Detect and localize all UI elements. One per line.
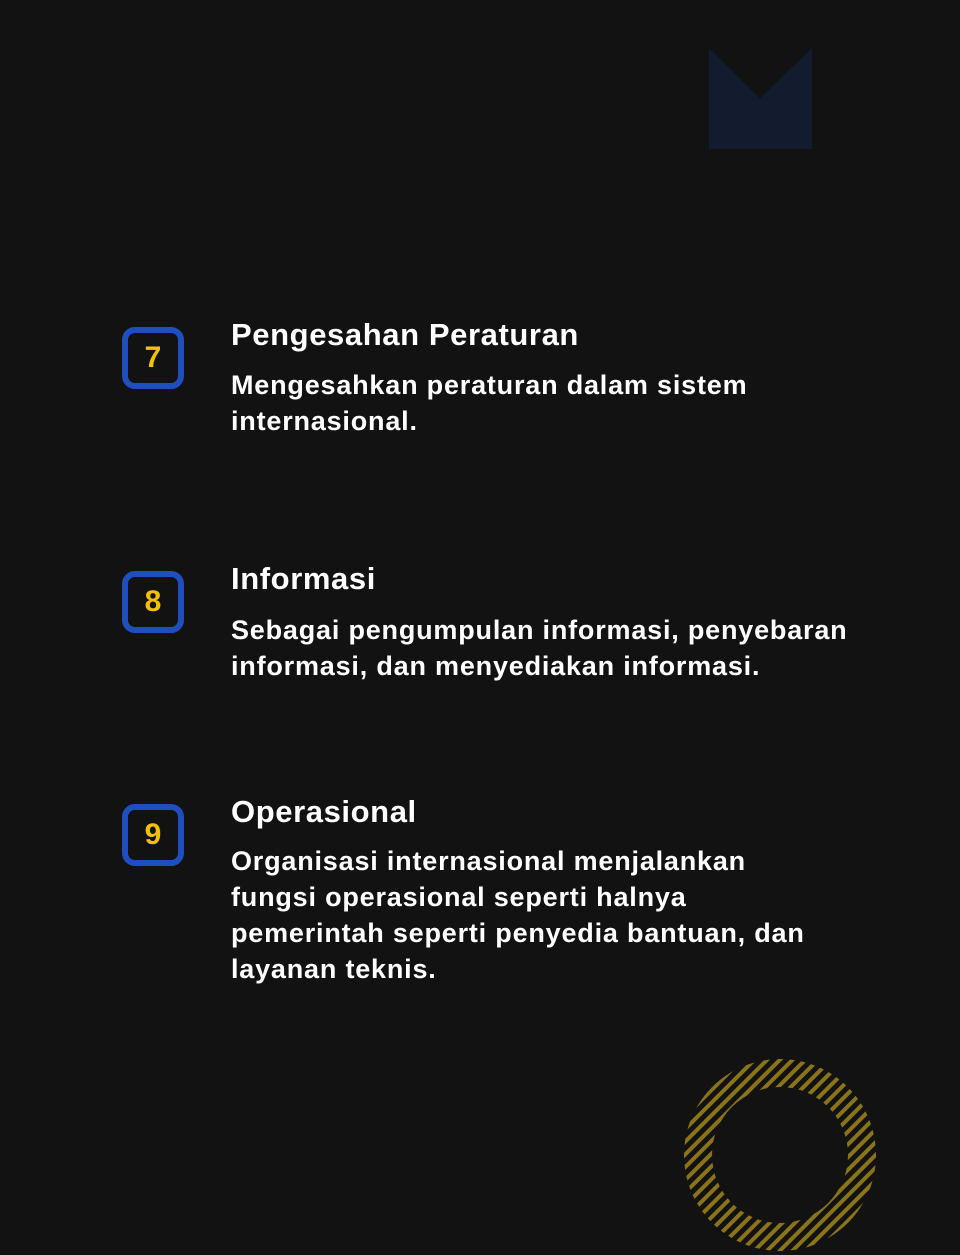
item-description: Mengesahkan peraturan dalam sistem internasional. bbox=[231, 370, 748, 436]
item-title: Informasi bbox=[231, 561, 376, 596]
striped-ring-icon bbox=[680, 1055, 880, 1255]
m-logo-icon bbox=[709, 48, 812, 149]
item-description: Sebagai pengumpulan informasi, penyebaran informasi, dan menyediakan informasi. bbox=[231, 615, 848, 681]
number-badge: 7 bbox=[122, 327, 184, 389]
number-badge: 8 bbox=[122, 571, 184, 633]
item-description: Organisasi internasional menjalankan fungsi operasional seperti halnya pemerintah seperti penyedia bantuan, dan layanan teknis. bbox=[231, 846, 805, 984]
item-title: Operasional bbox=[231, 794, 417, 829]
item-title: Pengesahan Peraturan bbox=[231, 317, 579, 352]
number-badge: 9 bbox=[122, 804, 184, 866]
